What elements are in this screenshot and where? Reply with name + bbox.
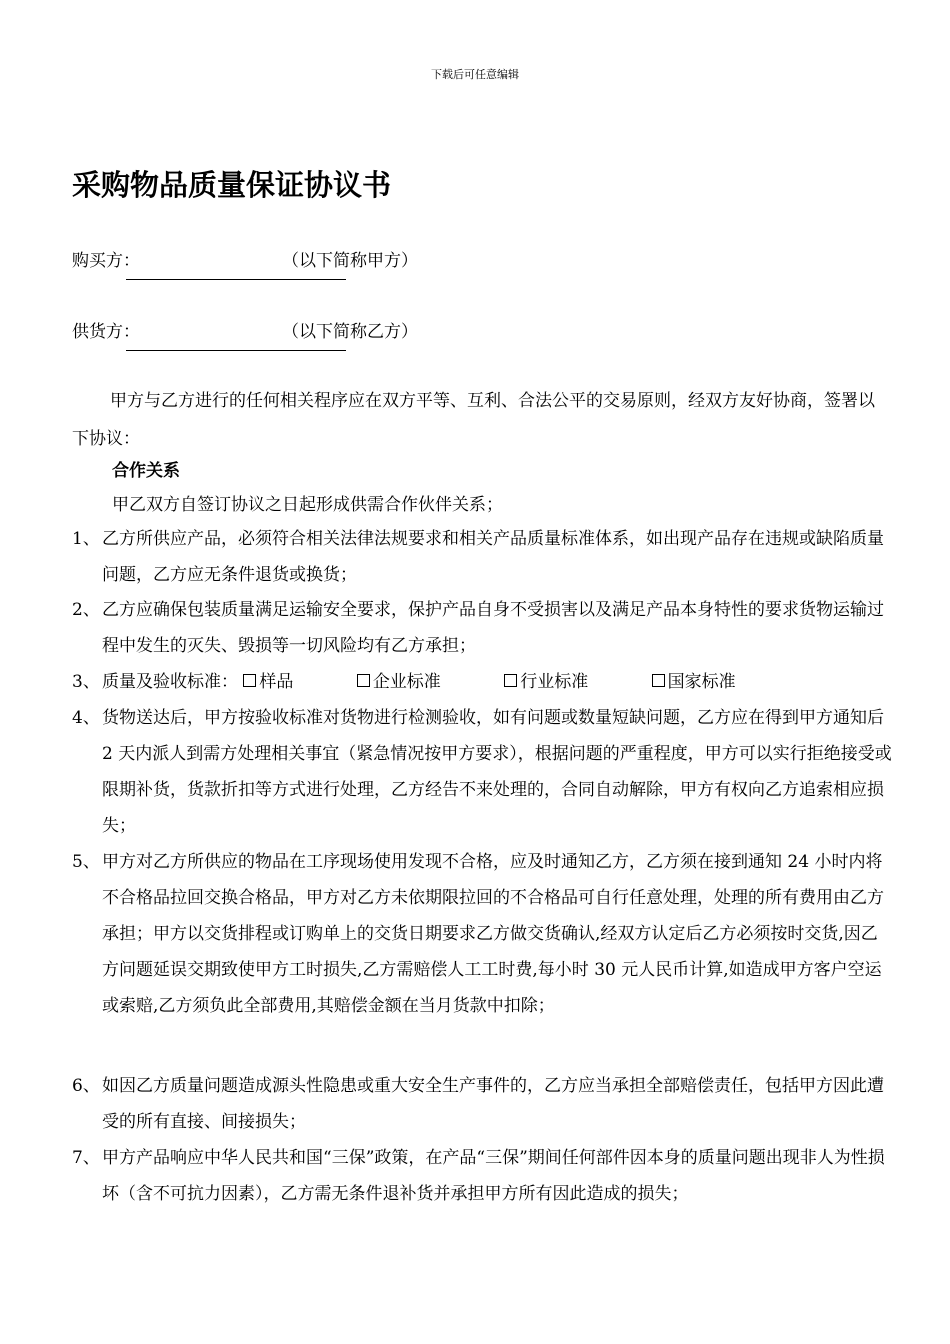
buyer-line [72,246,418,271]
checkbox-label: 国家标准 [667,672,736,692]
clause-5 [72,844,892,1024]
clause-number: 2、 [72,600,100,620]
checkbox-enterprise-standard[interactable] [357,664,441,700]
buyer-note: （以下简称甲方） [282,251,418,271]
header-note: 下载后可任意编辑 [431,68,519,81]
clause-3 [72,664,892,700]
checkbox-icon [243,674,256,687]
checkbox-icon [357,674,370,687]
clause-text: 甲方产品响应中华人民共和国“三保”政策，在产品“三保”期间任何部件因本身的质量问题出现非人为性损坏（含不可抗力因素），乙方需无条件退补货并承担甲方所有因此造成的损失； [102,1148,885,1204]
supplier-note: （以下简称乙方） [282,322,418,342]
buyer-label: 购买方： [72,251,140,271]
checkbox-label: 行业标准 [520,672,589,692]
clause-text-container [72,664,892,700]
checkbox-label: 样品 [259,672,294,692]
clause-number: 5、 [72,852,100,872]
checkbox-label: 企业标准 [372,672,441,692]
section-body: 甲乙双方自签订协议之日起形成供需合作伙伴关系； [112,495,503,515]
clause-text: 如因乙方质量问题造成源头性隐患或重大安全生产事件的，乙方应当承担全部赔偿责任，包括甲方因此遭受的所有直接、间接损失； [102,1076,884,1132]
clause-number: 1、 [72,529,100,549]
clause-number: 6、 [72,1076,100,1096]
clause-text: 乙方所供应产品，必须符合相关法律法规要求和相关产品质量标准体系，如出现产品存在违规或缺陷质量问题，乙方应无条件退货或换货； [102,529,884,585]
checkbox-icon [652,674,665,687]
intro-paragraph: 甲方与乙方进行的任何相关程序应在双方平等、互利、合法公平的交易原则，经双方友好协商，签署以下协议： [72,391,875,449]
clause-text: 乙方应确保包装质量满足运输安全要求，保护产品自身不受损害以及满足产品本身特性的要求货物运输过程中发生的灭失、毁损等一切风险均有乙方承担； [102,600,884,656]
supplier-label: 供货方： [72,322,140,342]
clause-number: 4、 [72,708,100,728]
clause-4 [72,700,892,844]
clause-text: 货物送达后，甲方按验收标准对货物进行检测验收，如有问题或数量短缺问题，乙方应在得到甲方通知后 2 天内派人到需方处理相关事宜（紧急情况按甲方要求），根据问题的严重程度，甲方可以实行拒绝接受或限期补货，货款折扣等方式进行处理，乙方经告不来处理的，合同自动解除，甲方有权向乙方追索相应损失； [102,708,892,836]
checkbox-icon [504,674,517,687]
supplier-blank [140,317,282,337]
supplier-line [72,317,418,342]
checkbox-industry-standard[interactable] [504,664,588,700]
clause-text: 甲方对乙方所供应的物品在工序现场使用发现不合格，应及时通知乙方，乙方须在接到通知 24 小时内将不合格品拉回交换合格品，甲方对乙方未依期限拉回的不合格品可自行任意处理，处理的所有费用由乙方承担；甲方以交货排程或订购单上的交货日期要求乙方做交货确认,经双方认定后乙方必须按时交货,因乙方问题延误交期致使甲方工时损失,乙方需赔偿人工工时费,每小时 30 元人民币计算,如造成甲方客户空运或索赔,乙方须负此全部费用,其赔偿金额在当月货款中扣除； [102,852,884,1016]
section-heading: 合作关系 [112,461,180,481]
clause-7 [72,1140,892,1212]
clause-number: 7、 [72,1148,100,1168]
clause-1 [72,521,892,593]
buyer-blank [140,246,282,266]
clause-6 [72,1068,892,1140]
clause-number: 3、 [72,672,100,692]
clause-text: 质量及验收标准： [102,672,238,692]
document-title: 采购物品质量保证协议书 [72,168,392,202]
clause-2 [72,592,892,664]
checkbox-sample[interactable] [243,664,293,700]
checkbox-national-standard[interactable] [652,664,736,700]
